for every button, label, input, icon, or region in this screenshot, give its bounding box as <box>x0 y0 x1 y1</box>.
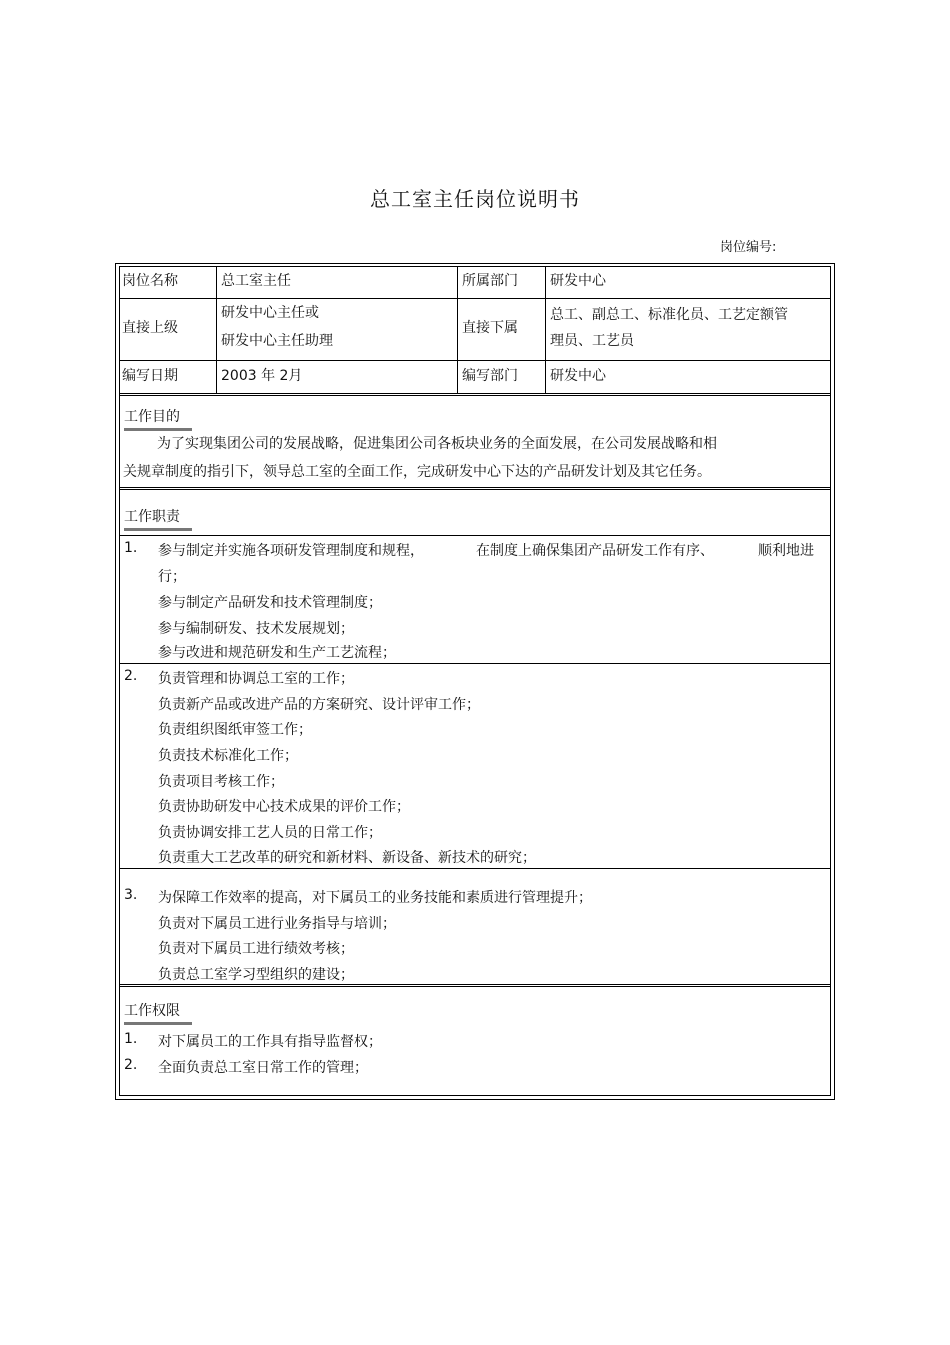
col-divider <box>545 266 546 393</box>
page-title: 总工室主任岗位说明书 <box>370 187 580 211</box>
duty-2-line-8: 负责重大工艺改革的研究和新材料、新设备、新技术的研究； <box>158 850 536 866</box>
duty-group-1-number: 1. <box>124 540 138 556</box>
row-divider <box>119 535 831 536</box>
duty-2-line-4: 负责技术标准化工作； <box>158 748 298 764</box>
duty-1-line-4: 参与改进和规范研发和生产工艺流程； <box>158 645 396 661</box>
duty-group-2-number: 2. <box>124 668 138 684</box>
value-direct-superior-1: 研发中心主任或 <box>221 305 319 321</box>
purpose-line-1: 为了实现集团公司的发展战略，促进集团公司各板块业务的全面发展，在公司发展战略和相 <box>157 436 717 452</box>
section-divider <box>119 487 831 490</box>
duty-2-line-2: 负责新产品或改进产品的方案研究、设计评审工作； <box>158 697 480 713</box>
duty-1-line-3: 参与编制研发、技术发展规划； <box>158 621 354 637</box>
col-divider <box>457 266 458 393</box>
value-write-department: 研发中心 <box>550 368 606 384</box>
authority-1-number: 1. <box>124 1031 138 1047</box>
duty-2-line-1: 负责管理和协调总工室的工作； <box>158 671 354 687</box>
duty-1-line-2: 参与制定产品研发和技术管理制度； <box>158 595 382 611</box>
duty-3-line-2: 负责对下属员工进行业务指导与培训； <box>158 916 396 932</box>
section-divider <box>119 393 831 396</box>
value-direct-subordinate-2: 理员、工艺员 <box>550 333 634 349</box>
value-direct-subordinate-1: 总工、副总工、标准化员、工艺定额管 <box>550 307 788 323</box>
label-write-department: 编写部门 <box>462 368 518 384</box>
duty-3-line-4: 负责总工室学习型组织的建设； <box>158 967 354 983</box>
authority-2-text: 全面负责总工室日常工作的管理； <box>158 1060 368 1076</box>
duty-3-line-1: 为保障工作效率的提高，对下属员工的业务技能和素质进行管理提升； <box>158 890 592 906</box>
duty-3-line-3: 负责对下属员工进行绩效考核； <box>158 941 354 957</box>
section-title-purpose: 工作目的 <box>124 406 192 431</box>
purpose-line-2: 关规章制度的指引下，领导总工室的全面工作，完成研发中心下达的产品研发计划及其它任务。 <box>123 464 711 480</box>
row-divider <box>119 298 831 299</box>
row-divider <box>119 360 831 361</box>
section-divider <box>119 984 831 987</box>
value-write-date: 2003 年 2月 <box>221 368 303 384</box>
duty-1-line-1d: 行； <box>158 569 186 585</box>
label-direct-subordinate: 直接下属 <box>462 320 518 336</box>
duty-1-line-1b: 在制度上确保集团产品研发工作有序、 <box>476 543 714 559</box>
row-divider <box>119 868 831 869</box>
label-write-date: 编写日期 <box>122 368 178 384</box>
duty-2-line-3: 负责组织图纸审签工作； <box>158 722 312 738</box>
label-department: 所属部门 <box>462 273 518 289</box>
section-title-duties: 工作职责 <box>124 506 192 531</box>
duty-group-3-number: 3. <box>124 887 138 903</box>
label-direct-superior: 直接上级 <box>122 320 178 336</box>
authority-1-text: 对下属员工的工作具有指导监督权； <box>158 1034 382 1050</box>
value-direct-superior-2: 研发中心主任助理 <box>221 333 333 349</box>
duty-1-line-1a: 参与制定并实施各项研发管理制度和规程， <box>158 543 424 559</box>
duty-2-line-7: 负责协调安排工艺人员的日常工作； <box>158 825 382 841</box>
duty-1-line-1c: 顺利地进 <box>758 543 814 559</box>
col-divider <box>216 266 217 393</box>
duty-2-line-6: 负责协助研发中心技术成果的评价工作； <box>158 799 410 815</box>
row-divider <box>119 663 831 664</box>
value-department: 研发中心 <box>550 273 606 289</box>
section-title-authority: 工作权限 <box>124 1000 192 1025</box>
label-position-name: 岗位名称 <box>122 273 178 289</box>
value-position-name: 总工室主任 <box>221 273 291 289</box>
duty-2-line-5: 负责项目考核工作； <box>158 774 284 790</box>
position-code-label: 岗位编号: <box>720 240 777 255</box>
authority-2-number: 2. <box>124 1057 138 1073</box>
